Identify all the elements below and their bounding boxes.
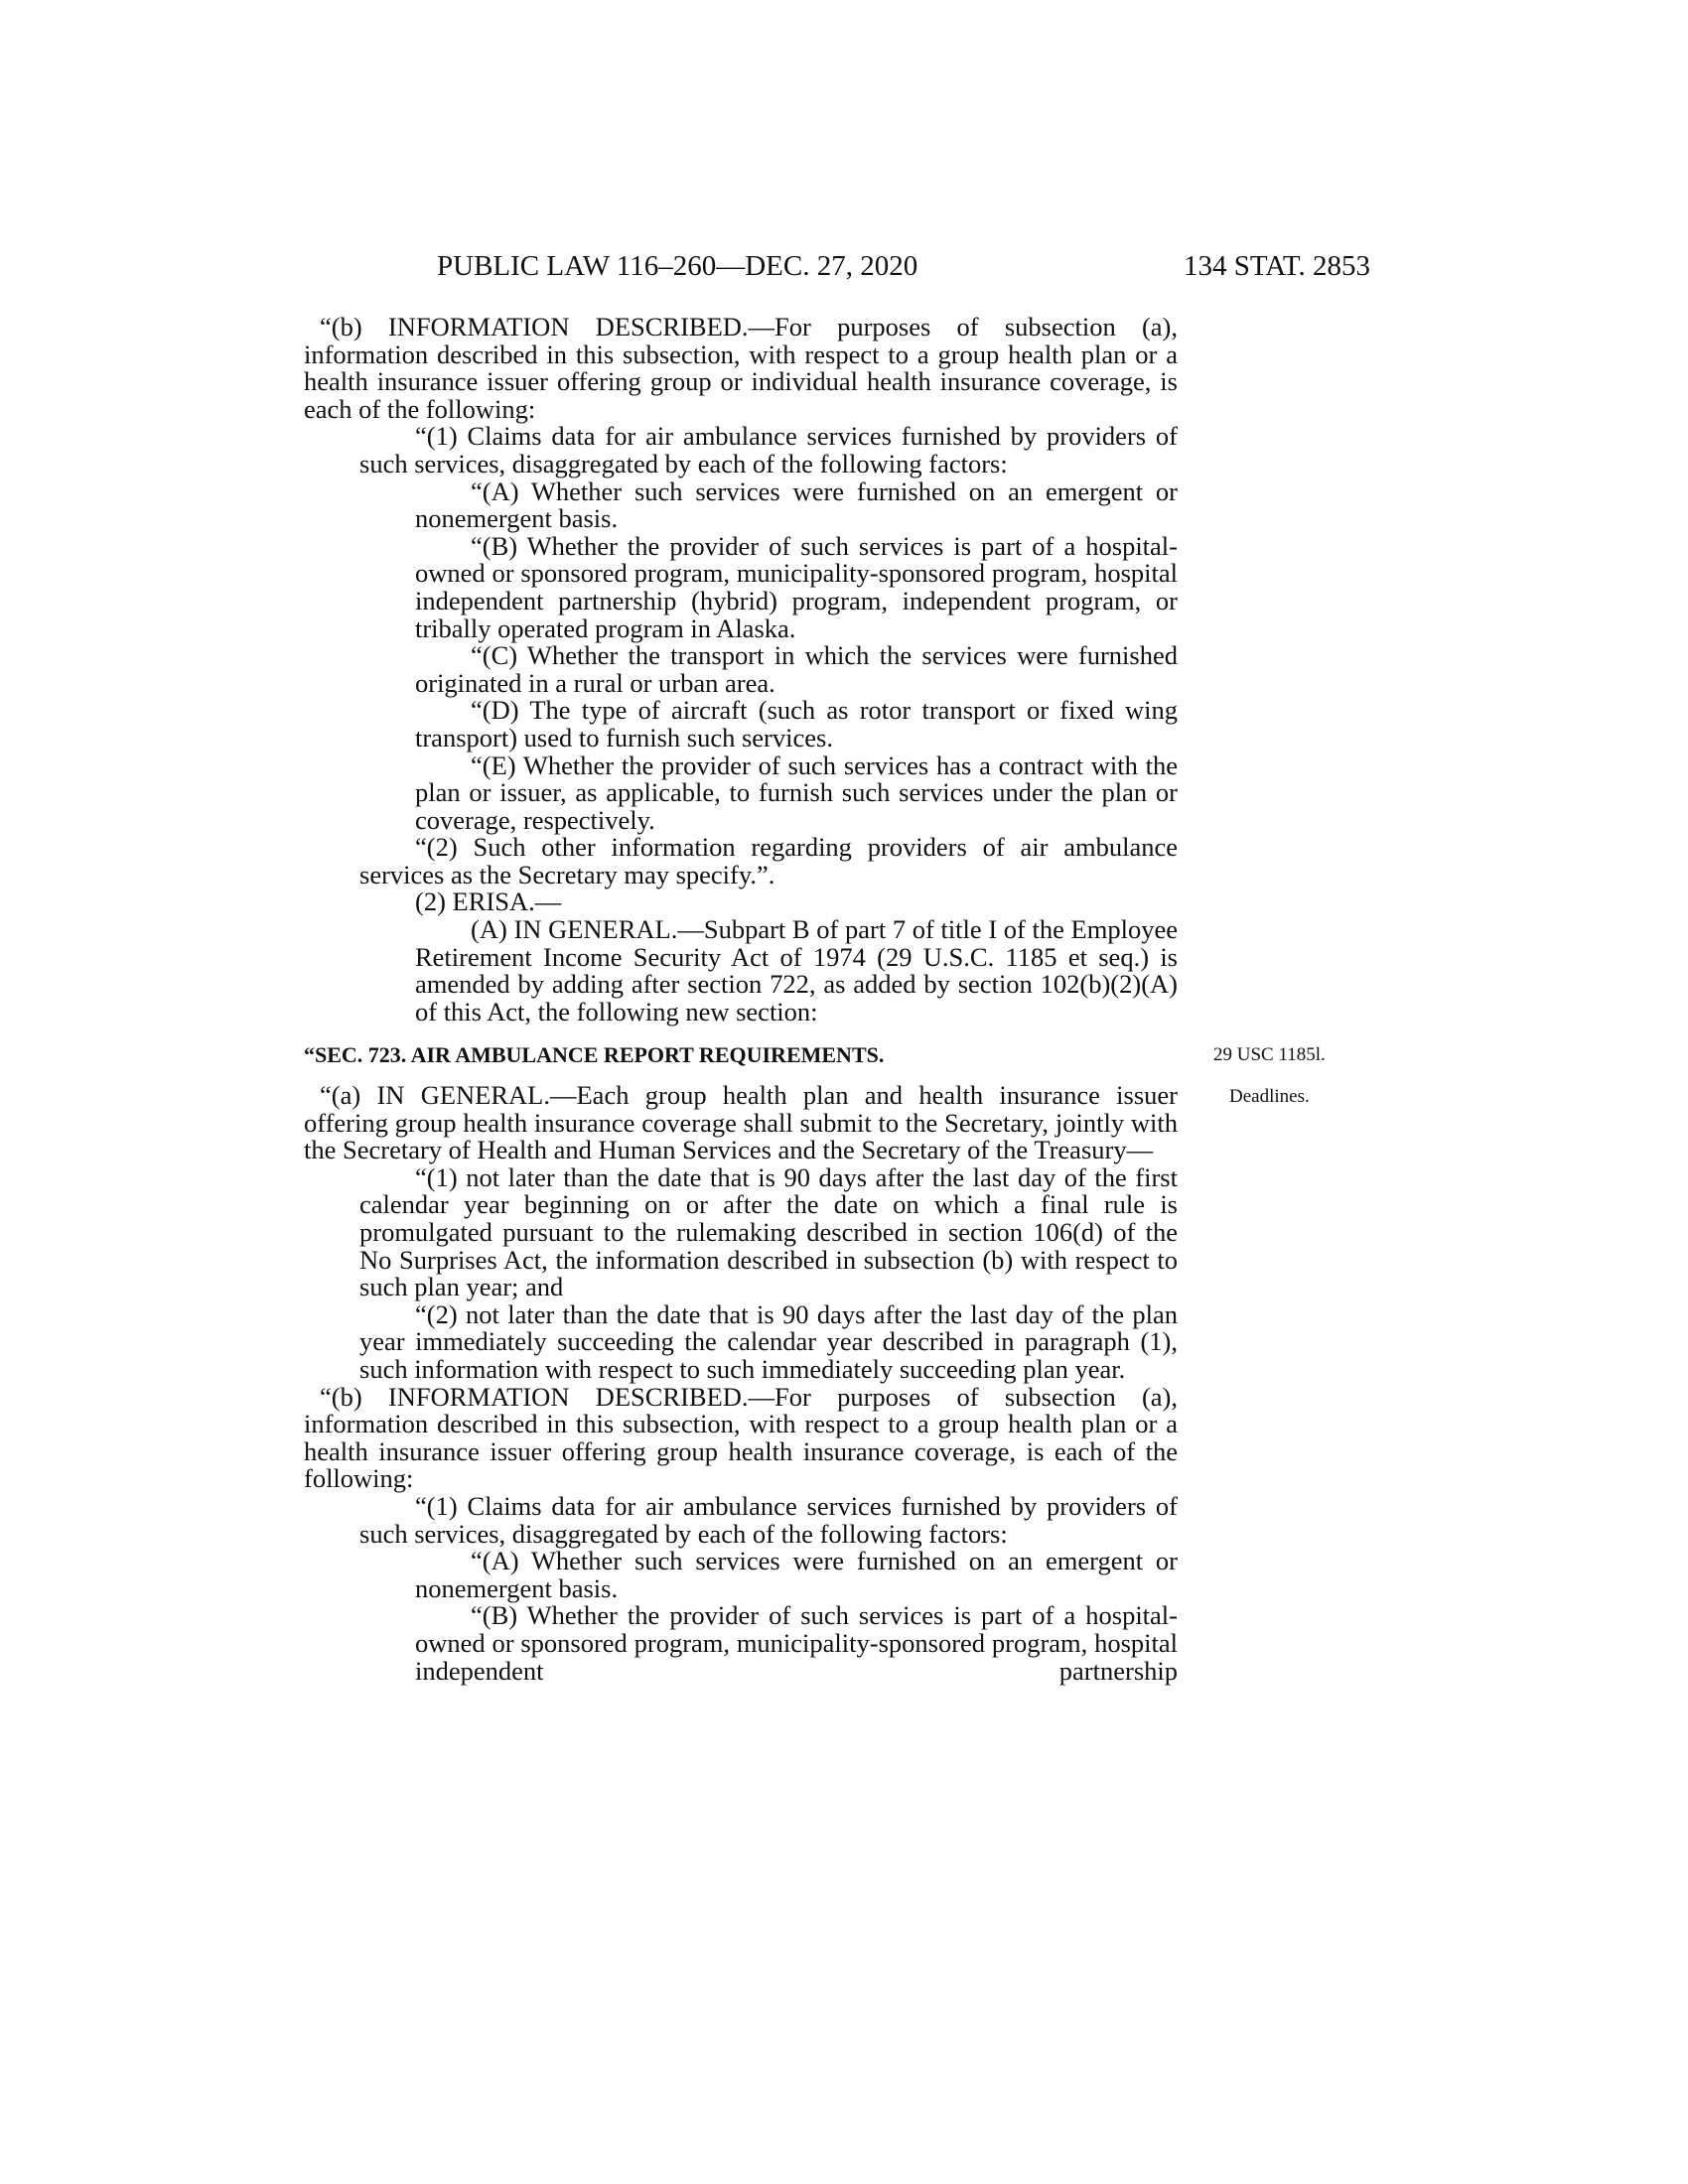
paragraph-1-claims-data: “(1) Claims data for air ambulance services furnished by providers of such services, disaggregated by each of the following factors: bbox=[359, 421, 1178, 478]
subsection-heading: INFORMATION DESCRIBED. bbox=[387, 312, 749, 341]
paragraph-2-second-deadline: “(2) not later than the date that is 90 days after the last day of the plan year immediately succeeding the calendar year described in paragraph (1), such information with respect to such immediately succeeding plan year. bbox=[359, 1298, 1178, 1384]
subsection-heading: INFORMATION DESCRIBED. bbox=[387, 1381, 749, 1412]
clause-b-program-type: “(B) Whether the provider of such services is part of a hospital-owned or sponsored program, municipality-sponsored program, hospital independent partnership (hybrid) program, independent program, or tribally operated program in Alaska. bbox=[415, 530, 1178, 643]
paragraph-1-claims-data-sec723: “(1) Claims data for air ambulance services furnished by providers of such services, disaggregated by each of the following factors: bbox=[359, 1490, 1178, 1549]
running-title: PUBLIC LAW 116–260—DEC. 27, 2020 bbox=[437, 250, 918, 282]
subsection-heading: IN GENERAL. bbox=[513, 914, 678, 945]
clause-c-rural-urban: “(C) Whether the transport in which the services were furnished originated in a rural or urban area. bbox=[415, 640, 1178, 698]
running-header bbox=[437, 250, 1370, 290]
paragraph-2-other-information: “(2) Such other information regarding providers of air ambulance services as the Secretary may specify.”. bbox=[359, 832, 1178, 889]
clause-d-aircraft-type: “(D) The type of aircraft (such as rotor transport or fixed wing transport) used to furnish such services. bbox=[415, 695, 1178, 752]
section-heading: “SEC. 723. AIR AMBULANCE REPORT REQUIREMENTS. 29 USC 1185l. bbox=[304, 1042, 1326, 1068]
margin-note-deadlines: Deadlines. bbox=[1229, 1086, 1310, 1108]
clause-a-emergent: “(A) Whether such services were furnished on an emergent or nonemergent basis. bbox=[415, 476, 1178, 534]
margin-note-usc: 29 USC 1185l. bbox=[1213, 1044, 1326, 1066]
paragraph-b-information-described-sec723: “(b) INFORMATION DESCRIBED.—For purposes of subsection (a), information described in this subsection, with respect to a group health plan or a health insurance issuer offering group health insurance coverage, is each of the following: bbox=[304, 1381, 1178, 1494]
paragraph-1-first-deadline: “(1) not later than the date that is 90 days after the last day of the first calendar year beginning on or after the date on which a final rule is promulgated pursuant to the rulemaking described in section 106(d) of the No Surprises Act, the information described in subsection (b) with respect to such plan year; and bbox=[359, 1161, 1178, 1302]
clause-e-contract: “(E) Whether the provider of such services has a contract with the plan or issuer, as applicable, to furnish such services under the plan or coverage, respectively. bbox=[415, 750, 1178, 835]
paragraph-erisa: (2) ERISA.— bbox=[415, 887, 562, 917]
paragraph-a-in-general-sec723: Deadlines. “(a) IN GENERAL.—Each group health plan and health insurance issuer offering group health insurance coverage shall submit to the Secretary, jointly with the Secretary of Health and Human Services and the Secretary of the Treasury— bbox=[304, 1080, 1310, 1165]
paragraph-b-information-described: “(b) INFORMATION DESCRIBED.—For purposes of subsection (a), information described in this subsection, with respect to a group health plan or a health insurance issuer offering group or individual health insurance coverage, is each of the following: bbox=[304, 312, 1178, 424]
subsection-heading: IN GENERAL. bbox=[376, 1080, 550, 1111]
page-number: 134 STAT. 2853 bbox=[1183, 250, 1370, 282]
paragraph-a-in-general: (A) IN GENERAL.—Subpart B of part 7 of title I of the Employee Retirement Income Security Act of 1974 (29 U.S.C. 1185 et seq.) is amended by adding after section 722, as added by section 102(b)(2)(A) of this Act, the following new section: bbox=[415, 914, 1178, 1026]
statute-body bbox=[304, 312, 1326, 1686]
clause-a-emergent-sec723: “(A) Whether such services were furnished on an emergent or nonemergent basis. bbox=[415, 1546, 1178, 1603]
clause-b-program-type-sec723: “(B) Whether the provider of such services is part of a hospital-owned or sponsored program, municipality-sponsored program, hospital independent partnership bbox=[415, 1600, 1178, 1686]
